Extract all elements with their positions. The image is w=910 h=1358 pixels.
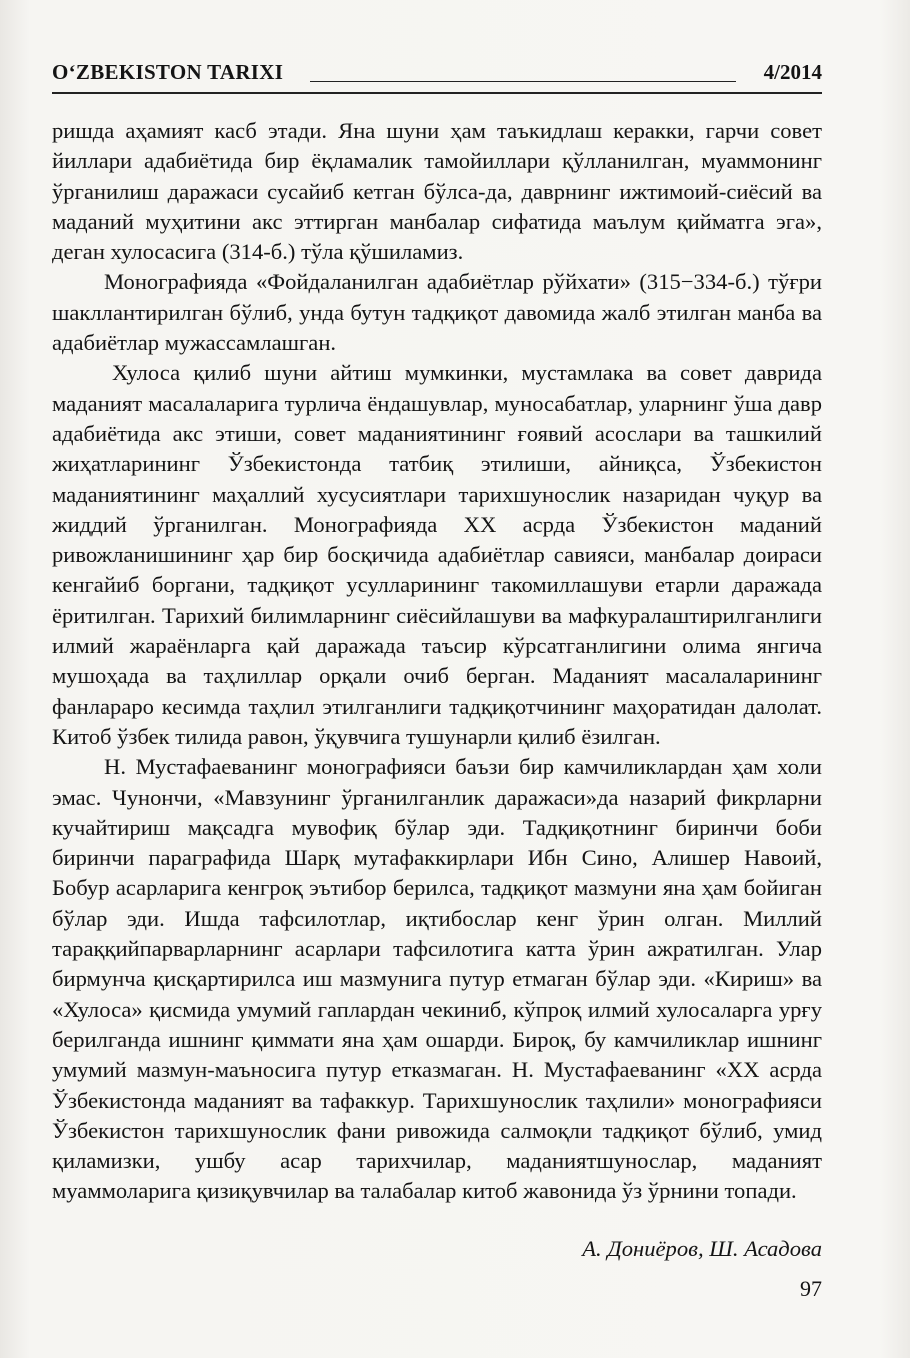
journal-title: O‘ZBEKISTON TARIXI bbox=[52, 60, 284, 84]
paragraph-1: ришда аҳамият касб этади. Яна шуни ҳам таъкидлаш керакки, гарчи совет йиллари адабиётида бир ёқламалик тамойиллари қўлланилган, муаммонинг ўрганилиш даражаси сусайиб кетган бўлса-да, даврнинг ижтимоий-сиёсий ва маданий муҳитини акс эттирган манбалар сифатида маълум қийматга эга», деган хулосасига (314-б.) тўла қўшиламиз. bbox=[52, 118, 822, 265]
author-signature: А. Дониёров, Ш. Асадова bbox=[582, 1236, 822, 1261]
paragraph-3: Хулоса қилиб шуни айтиш мумкинки, мустамлака ва совет даврида маданият масалаларига турлича ёндашувлар, муносабатлар, уларнинг ўша давр адабиётида акс этиши, совет маданиятининг ғоявий асослари ва ташкилий жиҳатларининг Ўзбекистонда татбиқ этилиши, айниқса, Ўзбекистон маданиятининг маҳаллий хусусиятлари тарихшунослик назаридан чуқур ва жиддий ўрганилган. Монографияда XX асрда Ўзбекистон маданий ривожланишининг ҳар бир босқичида адабиётлар савияси, манбалар доираси кенгайиб боргани, тадқиқот усулларининг такомиллашуви етарли даражада ёритилган. Тарихий билимларнинг сиёсийлашуви ва мафкуралаштирилганлиги илмий жараёнларга қай даражада таъсир кўрсатганлигини олима янгича мушоҳада ва таҳлиллар орқали очиб берган. Маданият масалаларининг фанлараро кесимда таҳлил этилганлиги тадқиқотчининг маҳоратидан далолат. Китоб ўзбек тилида равон, ўқувчига тушунарли қилиб ёзилган. bbox=[52, 360, 822, 749]
page-number: 97 bbox=[800, 1276, 822, 1301]
article-body bbox=[52, 116, 822, 1207]
header-rule bbox=[52, 92, 822, 94]
paragraph-2: Монографияда «Фойдаланилган адабиётлар рўйхати» (315−334-б.) тўғри шакллантирилган бўлиб, унда бутун тадқиқот давомида жалб этилган манба ва адабиётлар мужассамлашган. bbox=[52, 269, 822, 356]
header-leader-line bbox=[310, 81, 736, 82]
running-header bbox=[52, 60, 822, 90]
issue-number: 4/2014 bbox=[763, 60, 822, 84]
paragraph-4: Н. Мустафаеванинг монографияси баъзи бир камчиликлардан ҳам холи эмас. Чунончи, «Мавзунинг ўрганилганлик даражаси»да назарий фикрларни кучайтириш мақсадга мувофиқ бўлар эди. Тадқиқотнинг биринчи боби биринчи параграфида Шарқ мутафаккирлари Ибн Сино, Алишер Навоий, Бобур асарларига кенгроқ эътибор берилса, тадқиқот мазмуни яна ҳам бойиган бўлар эди. Ишда тафсилотлар, иқтибослар кенг ўрин олган. Миллий тараққийпарварларнинг асарлари тафсилотига катта ўрин ажратилган. Улар бирмунча қисқартирилса иш мазмунига путур етмаган бўлар эди. «Кириш» ва «Хулоса» қисмида умумий гаплардан чекиниб, кўпроқ илмий хулосаларга урғу берилганда ишнинг қиммати яна ҳам ошарди. Бироқ, бу камчиликлар ишнинг умумий мазмун-маъносига путур етказмаган. Н. Мустафаеванинг «XX асрда Ўзбекистонда маданият ва тафаккур. Тарихшунослик таҳлили» монографияси Ўзбекистон тарихшунослик фани ривожида салмоқли тадқиқот бўлиб, умид қиламизки, ушбу асар тарихчилар, маданиятшунослар, маданият муаммоларига қизиқувчилар ва талабалар китоб жавонида ўз ўрнини топади. bbox=[52, 754, 822, 1204]
